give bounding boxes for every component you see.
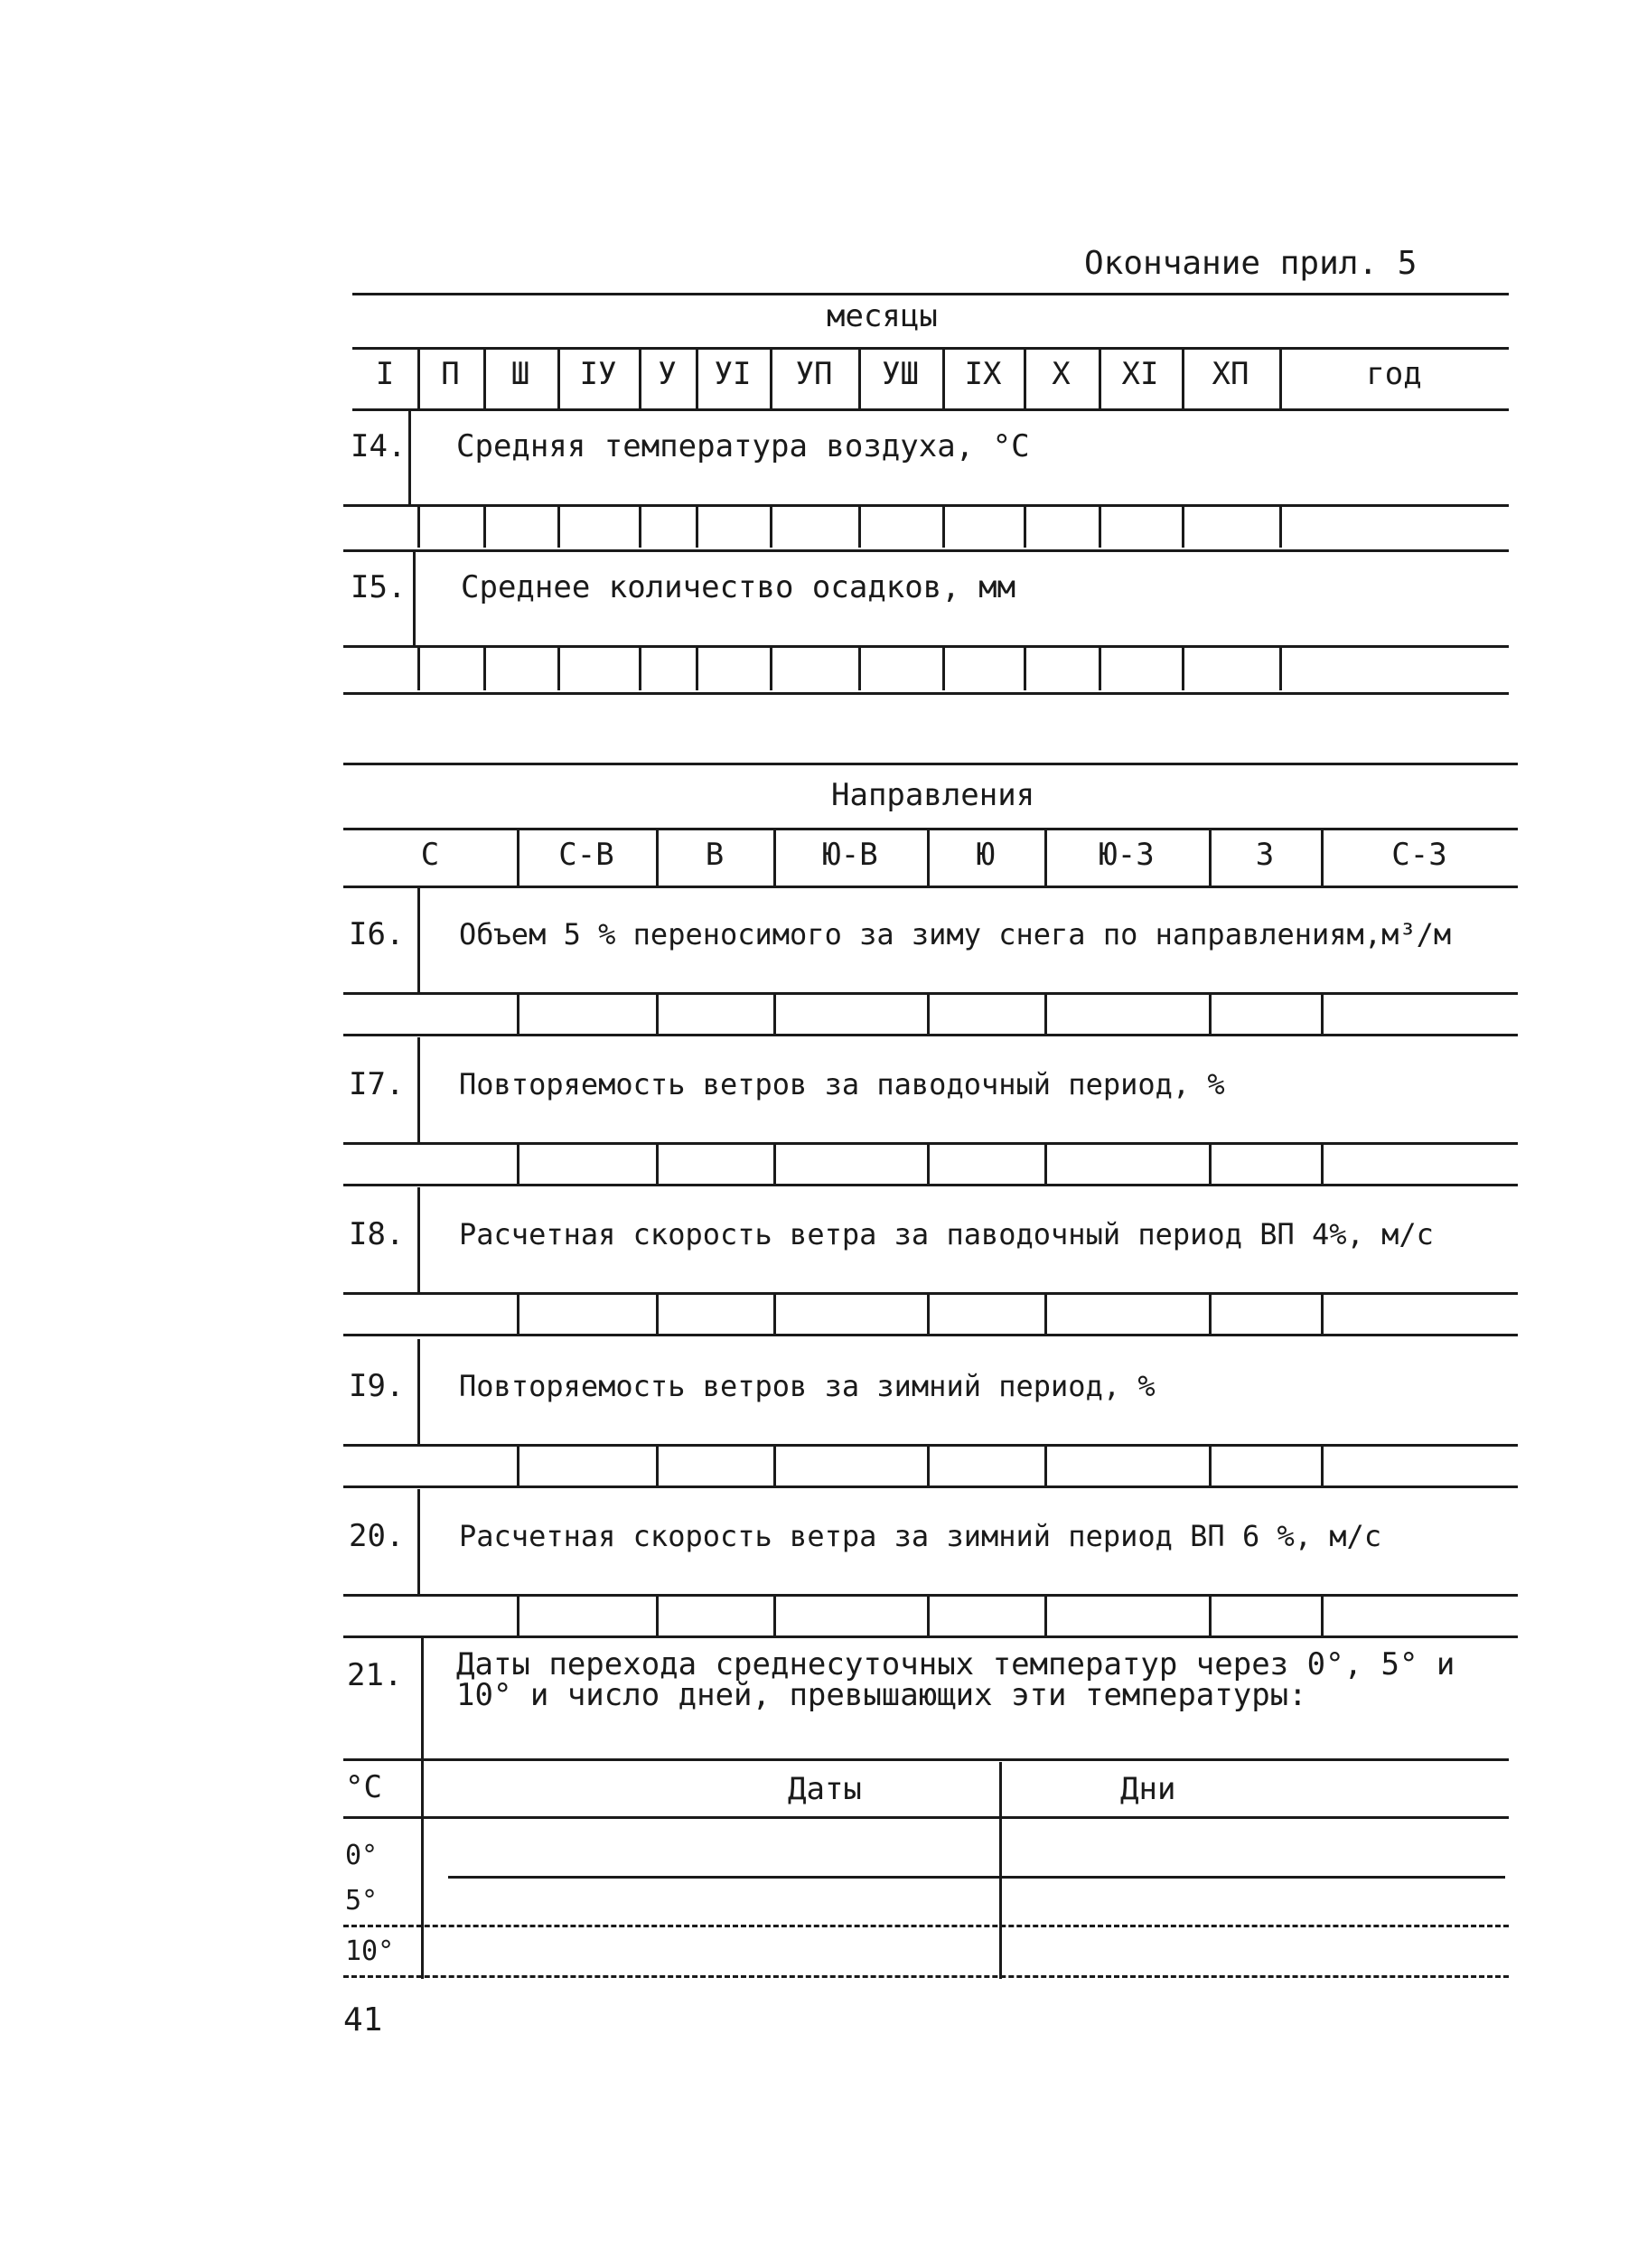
unit-header: °C [345,1769,382,1805]
rule [343,1925,1509,1927]
rule [343,692,1509,695]
rule [517,1144,519,1184]
row-label: Расчетная скорость ветра за зимний период ВП 6 %, м/с [459,1519,1382,1553]
rule [770,506,772,548]
rule [770,647,772,690]
rule [639,349,641,408]
rule [1209,829,1212,886]
rule [942,647,945,690]
month-header-cell: XП [1212,356,1249,392]
rule [1099,506,1101,548]
rule [517,1446,519,1485]
direction-header-cell: Ю-З [1099,837,1155,873]
rule [517,994,519,1034]
rule [1209,1596,1212,1635]
rule [1321,1446,1324,1485]
rule [417,1339,420,1444]
months-group-title: месяцы [827,298,938,334]
row-number: I5. [351,569,407,605]
month-header-cell: год [1366,356,1422,392]
direction-header-cell: С-З [1391,837,1447,873]
rule [417,506,420,548]
rule [773,1446,776,1485]
rule [417,349,420,408]
rule [656,1596,659,1635]
row-label: Среднее количество осадков, мм [461,569,1016,605]
rule [1279,647,1282,690]
rule [696,349,698,408]
dates-header: Даты [788,1771,862,1807]
rule [408,410,411,504]
rule [343,828,1518,830]
rule [557,349,560,408]
rule [858,349,861,408]
rule [1024,506,1026,548]
rule [1321,1144,1324,1184]
section-label-line1: Даты перехода среднесуточных температур через 0°, 5° и [456,1646,1455,1682]
row-number: I6. [349,916,405,952]
rule [343,1334,1518,1336]
row-number: 21. [347,1657,403,1693]
rule [656,994,659,1034]
rule [770,349,772,408]
rule [421,1635,424,1762]
rule [343,1635,1518,1638]
rule [417,1037,420,1142]
rule [927,1144,930,1184]
direction-header-cell: В [705,837,725,873]
rule [1321,829,1324,886]
month-header-cell: УШ [882,356,919,392]
rule [343,763,1518,765]
month-header-cell: IX [964,356,1002,392]
rule [417,1489,420,1594]
days-header: Дни [1120,1771,1176,1807]
rule [1044,1144,1047,1184]
rule [858,506,861,548]
row-number: I8. [349,1216,405,1252]
rule [1099,349,1101,408]
rule [1182,647,1184,690]
month-header-cell: XI [1121,356,1159,392]
rule [343,1594,1518,1597]
rule [343,1485,1518,1488]
rule [352,408,1509,411]
month-header-cell: I [375,356,395,392]
rule [927,829,930,886]
rule [1321,1294,1324,1334]
rule [343,549,1509,552]
direction-header-cell: С [420,837,440,873]
direction-header-cell: С-В [558,837,614,873]
rule [517,829,519,886]
rule [343,992,1518,995]
rule [656,1144,659,1184]
month-header-cell: IУ [579,356,617,392]
rule [696,506,698,548]
rule [517,1294,519,1334]
row-label: Расчетная скорость ветра за паводочный период ВП 4%, м/с [459,1217,1434,1251]
row-number: I7. [349,1066,405,1102]
rule [639,647,641,690]
rule [343,1142,1518,1145]
rule [927,1294,930,1334]
rule [343,1292,1518,1295]
rule [557,647,560,690]
month-header-cell: УI [714,356,752,392]
direction-header-cell: Ю-В [822,837,878,873]
direction-header-cell: З [1255,837,1275,873]
rule [343,1034,1518,1036]
rule [413,551,416,645]
rule [483,349,486,408]
rule [1209,1294,1212,1334]
rule [656,1294,659,1334]
rule [656,1446,659,1485]
rule [417,647,420,690]
row-label: Средняя температура воздуха, °C [456,428,1030,464]
row-number: I9. [349,1368,405,1404]
rule [1044,1446,1047,1485]
rule [1044,1294,1047,1334]
rule [417,1187,420,1292]
row-label: Повторяемость ветров за зимний период, % [459,1369,1156,1403]
rule [1182,506,1184,548]
rule [1279,349,1282,408]
rule [1099,647,1101,690]
rule [343,645,1509,648]
rule [343,1184,1518,1186]
rule [942,349,945,408]
row-label: Объем 5 % переносимого за зиму снега по направлениям,м³/м [459,917,1452,951]
rule [343,504,1509,507]
rule [656,829,659,886]
rule [1024,647,1026,690]
rule [483,506,486,548]
rule [417,887,420,992]
rule [421,1762,424,1979]
rule [343,1816,1509,1819]
rule [1279,506,1282,548]
month-header-cell: П [441,356,460,392]
rule [1209,1144,1212,1184]
rule [773,1144,776,1184]
rule [927,994,930,1034]
month-header-cell: УП [795,356,833,392]
temp-10: 10° [345,1935,395,1967]
rule [773,994,776,1034]
rule [1209,994,1212,1034]
temp-5: 5° [345,1885,379,1917]
rule [557,506,560,548]
rule [1321,1596,1324,1635]
rule [773,829,776,886]
rule [696,647,698,690]
rule [1044,1596,1047,1635]
row-number: 20. [349,1518,405,1554]
rule [343,1975,1509,1978]
rule [352,293,1509,295]
rule [352,347,1509,350]
temp-0: 0° [345,1840,379,1871]
rule [343,1444,1518,1447]
rule [1024,349,1026,408]
rule [858,647,861,690]
rule [773,1294,776,1334]
month-header-cell: X [1052,356,1071,392]
directions-group-title: Направления [831,777,1035,813]
rule [773,1596,776,1635]
rule [1209,1446,1212,1485]
page-number: 41 [343,2001,383,2038]
rule [483,647,486,690]
rule [343,1758,1509,1761]
row-label: Повторяемость ветров за паводочный период, % [459,1067,1225,1101]
rule [1182,349,1184,408]
rule [1044,829,1047,886]
month-header-cell: У [658,356,677,392]
rule [448,1876,1505,1879]
rule [1321,994,1324,1034]
rule [927,1596,930,1635]
rule [942,506,945,548]
rule [999,1762,1002,1979]
rule [927,1446,930,1485]
direction-header-cell: Ю [976,837,996,873]
rule [1044,994,1047,1034]
section-label-line2: 10° и число дней, превышающих эти температуры: [456,1677,1307,1713]
row-number: I4. [351,428,407,464]
month-header-cell: Ш [510,356,530,392]
appendix-caption: Окончание прил. 5 [1084,245,1418,282]
rule [639,506,641,548]
rule [343,886,1518,888]
rule [517,1596,519,1635]
